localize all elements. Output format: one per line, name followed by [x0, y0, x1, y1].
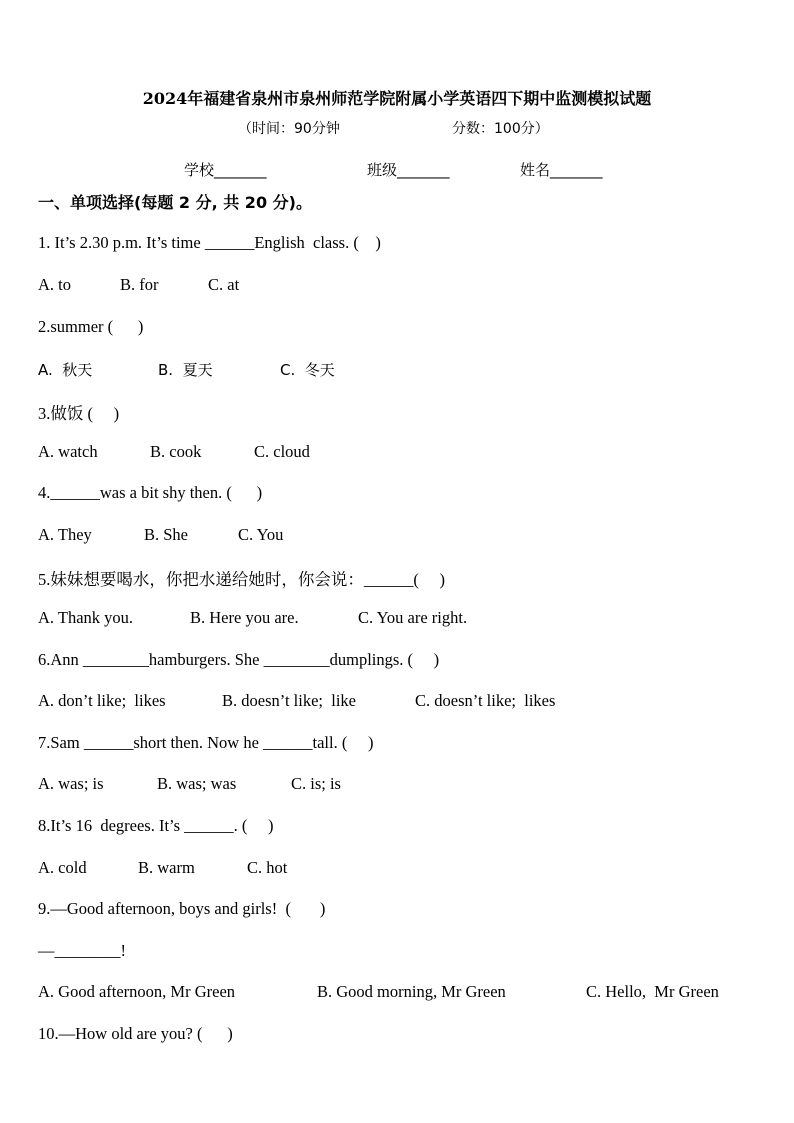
name-field: 姓名_______ [520, 161, 603, 179]
question-stem: 7.Sam ______short then. Now he ______tall. ( ) [38, 733, 374, 752]
option-c: C. cloud [254, 442, 310, 461]
question-stem: 4.______was a bit shy then. ( ) [38, 483, 263, 502]
option-c: C. hot [247, 858, 288, 877]
exam-time: （时间：90分钟 [238, 121, 340, 137]
option-c: C. at [208, 275, 240, 294]
class-field: 班级_______ [367, 161, 450, 179]
option-b: B. Here you are. [190, 608, 299, 627]
option-b: B. for [120, 275, 159, 294]
question-stem: 8.It’s 16 degrees. It’s ______. ( ) [38, 816, 274, 835]
school-field: 学校_______ [184, 161, 267, 179]
option-a: A. Good afternoon, Mr Green [38, 982, 236, 1001]
option-c: C. 冬天 [280, 361, 335, 379]
option-c: C. You [238, 525, 284, 544]
exam-score: 分数：100分） [452, 121, 549, 137]
question-stem: 3.做饭 ( ) [38, 404, 120, 423]
option-a: A. cold [38, 858, 87, 877]
question-stem: 5.妹妹想要喝水，你把水递给她时，你会说：______( ) [38, 570, 445, 589]
option-b: B. Good morning, Mr Green [317, 982, 506, 1001]
section-heading: 一、单项选择(每题 2 分, 共 20 分)。 [38, 193, 312, 212]
option-c: C. Hello, Mr Green [586, 982, 719, 1001]
option-b: B. cook [150, 442, 202, 461]
question-response: —________! [38, 941, 126, 960]
page-title: 2024年福建省泉州市泉州师范学院附属小学英语四下期中监测模拟试题 [142, 89, 652, 108]
option-a: A. 秋天 [38, 361, 93, 379]
option-a: A. was; is [38, 774, 104, 793]
option-b: B. warm [138, 858, 195, 877]
option-c: C. is; is [291, 774, 341, 793]
option-c: C. You are right. [358, 608, 468, 627]
option-a: A. They [38, 525, 92, 544]
question-stem: 9.—Good afternoon, boys and girls! ( ) [38, 899, 326, 918]
option-a: A. to [38, 275, 71, 294]
question-stem: 10.—How old are you? ( ) [38, 1024, 233, 1043]
option-b: B. was; was [157, 774, 237, 793]
option-b: B. doesn’t like; like [222, 691, 356, 710]
option-c: C. doesn’t like; likes [415, 691, 556, 710]
option-a: A. don’t like; likes [38, 691, 166, 710]
question-stem: 1. It’s 2.30 p.m. It’s time ______English class. ( ) [38, 233, 381, 252]
question-stem: 6.Ann ________hamburgers. She ________dumplings. ( ) [38, 650, 440, 669]
option-b: B. She [144, 525, 189, 544]
option-b: B. 夏天 [158, 361, 213, 379]
question-stem: 2.summer ( ) [38, 317, 144, 336]
option-a: A. Thank you. [38, 608, 134, 627]
option-a: A. watch [38, 442, 98, 461]
